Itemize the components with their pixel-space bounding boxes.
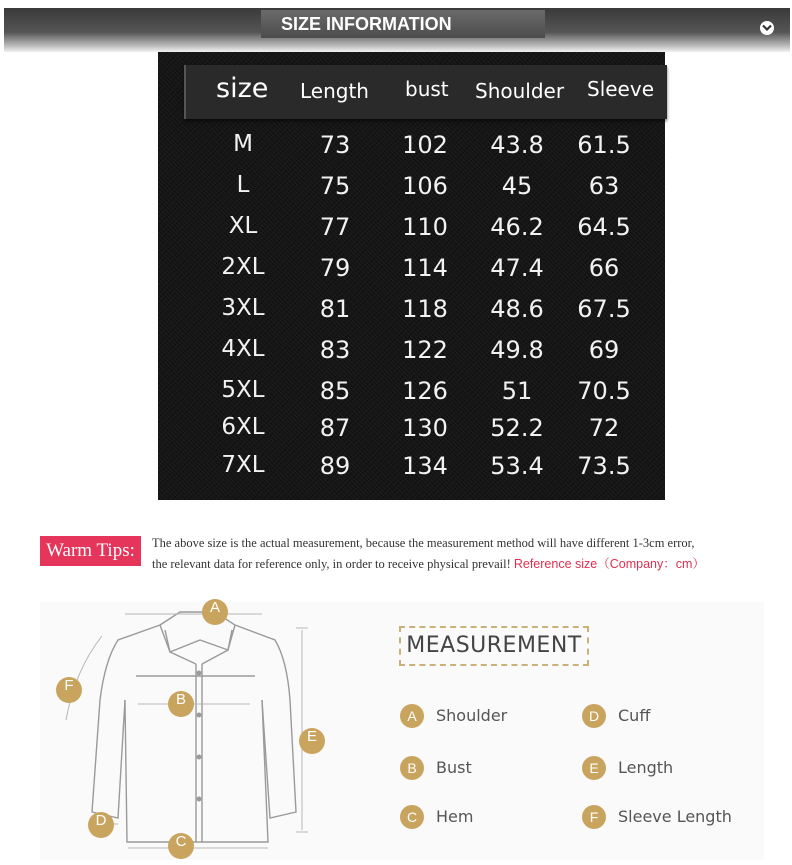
tips-text-line-2-body: the relevant data for reference only, in order to receive physical prevail!	[152, 557, 511, 571]
badge-d: D	[88, 812, 114, 838]
table-cell-bust: 110	[402, 213, 448, 241]
header-title: SIZE INFORMATION	[261, 10, 545, 38]
table-cell-sleeve: 67.5	[577, 295, 631, 323]
col-header-sleeve: Sleeve	[587, 77, 655, 101]
legend-label-shoulder: Shoulder	[436, 706, 508, 725]
table-cell-bust: 134	[402, 452, 448, 480]
table-cell-length: 81	[319, 295, 351, 323]
legend-label-cuff: Cuff	[618, 706, 651, 725]
legend-badge-f: F	[582, 805, 606, 829]
col-header-shoulder: Shoulder	[475, 79, 565, 103]
badge-b: B	[168, 691, 194, 717]
table-cell-size: 5XL	[221, 377, 265, 403]
badge-e: E	[299, 728, 325, 754]
table-cell-size: M	[233, 131, 253, 157]
legend-label-hem: Hem	[436, 807, 474, 826]
tips-text-line-1: The above size is the actual measurement, because the measurement method will have different 1-3cm error,	[152, 536, 695, 550]
table-cell-length: 77	[319, 213, 351, 241]
table-cell-sleeve: 70.5	[577, 377, 631, 405]
table-cell-size: 6XL	[221, 414, 265, 440]
table-cell-shoulder: 53.4	[490, 452, 544, 480]
table-cell-shoulder: 47.4	[490, 254, 544, 282]
table-cell-sleeve: 73.5	[577, 452, 631, 480]
table-cell-bust: 102	[402, 131, 448, 159]
table-cell-shoulder: 51	[501, 377, 533, 405]
table-cell-size: 2XL	[221, 254, 265, 280]
table-cell-length: 89	[319, 452, 351, 480]
table-cell-shoulder: 43.8	[490, 131, 544, 159]
table-cell-bust: 114	[402, 254, 448, 282]
table-cell-bust: 106	[402, 172, 448, 200]
table-cell-shoulder: 45	[501, 172, 533, 200]
table-cell-bust: 122	[402, 336, 448, 364]
table-cell-length: 79	[319, 254, 351, 282]
legend-badge-c: C	[400, 805, 424, 829]
table-cell-shoulder: 52.2	[490, 414, 544, 442]
table-cell-size: 4XL	[221, 336, 265, 362]
badge-f: F	[56, 677, 82, 703]
table-cell-shoulder: 46.2	[490, 213, 544, 241]
table-cell-sleeve: 63	[588, 172, 620, 200]
table-cell-shoulder: 49.8	[490, 336, 544, 364]
table-cell-size: L	[236, 172, 250, 198]
legend-badge-d: D	[582, 704, 606, 728]
table-cell-sleeve: 64.5	[577, 213, 631, 241]
legend-label-sleeve-length: Sleeve Length	[618, 807, 732, 826]
legend-badge-b: B	[400, 756, 424, 780]
legend-label-length: Length	[618, 758, 674, 777]
table-cell-length: 87	[319, 414, 351, 442]
table-cell-length: 73	[319, 131, 351, 159]
col-header-bust: bust	[405, 77, 449, 101]
badge-c: C	[168, 833, 194, 859]
table-cell-sleeve: 66	[588, 254, 620, 282]
table-cell-size: 3XL	[221, 295, 265, 321]
table-cell-length: 75	[319, 172, 351, 200]
col-header-size: size	[216, 73, 269, 104]
table-cell-length: 85	[319, 377, 351, 405]
table-cell-size: XL	[228, 213, 258, 239]
col-header-length: Length	[300, 79, 369, 103]
table-cell-sleeve: 61.5	[577, 131, 631, 159]
reference-size-note: Reference size（Company：cm）	[513, 557, 705, 571]
badge-a: A	[202, 599, 228, 625]
table-cell-bust: 130	[402, 414, 448, 442]
table-cell-bust: 118	[402, 295, 448, 323]
measurement-title: MEASUREMENT	[399, 626, 589, 666]
table-cell-shoulder: 48.6	[490, 295, 544, 323]
table-cell-sleeve: 72	[588, 414, 620, 442]
table-cell-length: 83	[319, 336, 351, 364]
legend-badge-a: A	[400, 704, 424, 728]
table-cell-sleeve: 69	[588, 336, 620, 364]
legend-badge-e: E	[582, 756, 606, 780]
warm-tips-label: Warm Tips:	[40, 536, 141, 566]
legend-label-bust: Bust	[436, 758, 472, 777]
table-cell-size: 7XL	[221, 452, 265, 478]
table-cell-bust: 126	[402, 377, 448, 405]
